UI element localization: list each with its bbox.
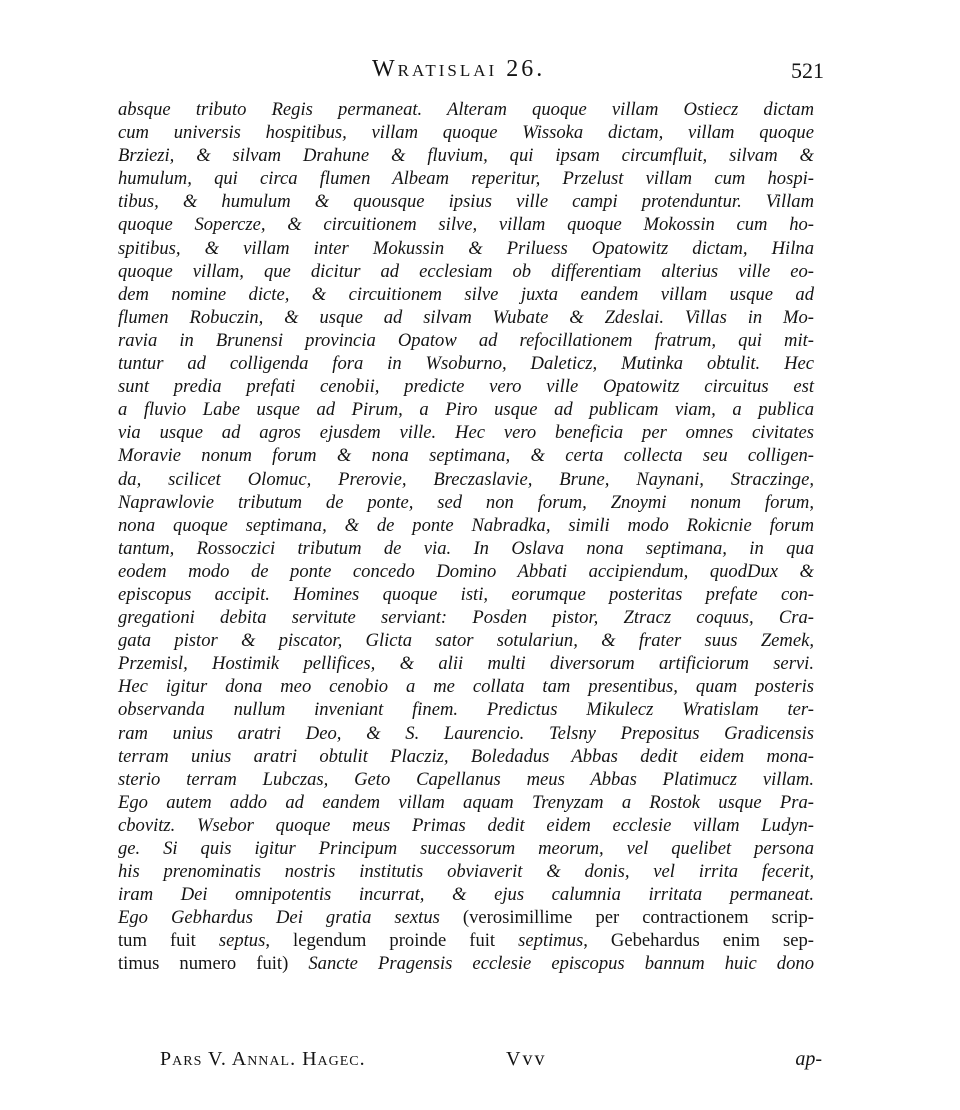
text-line: absque tributo Regis permaneat. Alteram quoque villam Ostiecz dictam: [118, 99, 814, 120]
text-line: his prenominatis nostris institutis obviaverit & donis, vel irrita fecerit,: [118, 861, 814, 883]
text-line: Naprawlovie tributum de ponte, sed non forum, Znoymi nonum forum,: [118, 491, 814, 513]
text-italic: Sancte Pragensis ecclesie episcopus bannum huic dono: [308, 953, 814, 975]
text-line: Hec igitur dona meo cenobio a me collata tam presentibus, quam posteris: [118, 676, 814, 698]
text-italic: septus: [218, 930, 266, 952]
text-line: tantum, Rossoczici tributum de via. In Oslava nona septimana, in qua: [118, 537, 814, 559]
text-line-mixed: [118, 952, 814, 975]
text-italic: septimus: [518, 930, 584, 952]
text-line: a fluvio Labe usque ad Pirum, a Piro usque ad publicam viam, a publica: [118, 399, 814, 421]
text-line: gregationi debita servitute serviant: Posden pistor, Ztracz coquus, Cra-: [118, 607, 814, 629]
text-line: ge. Si quis igitur Principum successorum meorum, vel quelibet persona: [118, 838, 814, 859]
text-line: flumen Robuczin, & usque ad silvam Wubate & Zdeslai. Villas in Mo-: [118, 306, 814, 328]
signature-line: Pars V. Annal. Hagec.: [160, 1048, 366, 1070]
text-line: spitibus, & villam inter Mokussin & Priluess Opatowitz dictam, Hilna: [118, 237, 814, 259]
text-line: gata pistor & piscator, Glicta sator sotulariun, & frater suus Zemek,: [118, 630, 814, 652]
page-number: 521: [791, 58, 824, 83]
text-line: sterio terram Lubczas, Geto Capellanus meus Abbas Platimucz villam.: [118, 768, 814, 790]
running-head: [0, 56, 960, 90]
text-line: da, scilicet Olomuc, Prerovie, Breczaslavie, Brune, Naynani, Straczinge,: [118, 468, 814, 490]
text-line: Moravie nonum forum & nona septimana, & certa collecta seu colligen-: [118, 445, 814, 467]
text-line-mixed: [118, 929, 814, 952]
text-roman: , legendum proinde fuit: [265, 930, 519, 952]
text-line: tuntur ad colligenda fora in Wsoburno, Daleticz, Mutinka obtulit. Hec: [118, 353, 814, 375]
text-line: observanda nullum inveniant finem. Predictus Mikulecz Wratislam ter-: [118, 699, 814, 721]
text-line: cbovitz. Wsebor quoque meus Primas dedit eidem ecclesie villam Ludyn-: [118, 814, 814, 836]
text-roman: (verosimillime per contractionem scrip-: [462, 907, 814, 929]
running-title: Wratislai 26.: [372, 56, 546, 82]
text-line: quoque Sopercze, & circuitionem silve, villam quoque Mokossin cum ho-: [118, 214, 814, 236]
text-line: nona quoque septimana, & de ponte Nabradka, simili modo Rokicnie forum: [118, 514, 814, 536]
text-line: cum universis hospitibus, villam quoque Wissoka dictam, villam quoque: [118, 122, 814, 144]
text-line: ravia in Brunensi provincia Opatow ad refocillationem fratrum, qui mit-: [118, 329, 814, 351]
catchword: ap-: [795, 1048, 822, 1070]
text-line-mixed: [118, 906, 814, 929]
gathering-mark: Vvv: [506, 1048, 547, 1070]
text-line: tibus, & humulum & quousque ipsius ville campi protenduntur. Villam: [118, 191, 814, 213]
text-line: via usque ad agros ejusdem ville. Hec vero beneficia per omnes civitates: [118, 422, 814, 444]
text-line: Brziezi, & silvam Drahune & fluvium, qui ipsam circumfluit, silvam &: [118, 145, 814, 167]
page-footer: [0, 1048, 960, 1078]
text-line: sunt predia prefati cenobii, predicte vero ville Opatowitz circuitus est: [118, 376, 814, 398]
text-line: Przemisl, Hostimik pellifices, & alii multi diversorum artificiorum servi.: [118, 653, 814, 675]
text-line: eodem modo de ponte concedo Domino Abbati accipiendum, quodDux &: [118, 560, 814, 582]
body-text: [118, 98, 814, 976]
text-line: dem nomine dicte, & circuitionem silve juxta eandem villam usque ad: [118, 283, 814, 305]
text-line: quoque villam, que dicitur ad ecclesiam ob differentiam alterius ville eo-: [118, 260, 814, 282]
text-line: episcopus accipit. Homines quoque isti, eorumque posteritas prefate con-: [118, 583, 814, 605]
text-roman: timus numero fuit): [118, 953, 309, 975]
text-italic: Ego Gebhardus Dei gratia sextus: [118, 907, 463, 929]
text-roman: tum fuit: [118, 930, 219, 952]
text-line: iram Dei omnipotentis incurrat, & ejus calumnia irritata permaneat.: [118, 884, 814, 906]
text-roman: , Gebehardus enim sep-: [583, 930, 814, 952]
text-line: ram unius aratri Deo, & S. Laurencio. Telsny Prepositus Gradicensis: [118, 722, 814, 744]
text-line: Ego autem addo ad eandem villam aquam Trenyzam a Rostok usque Pra-: [118, 791, 814, 813]
text-line: humulum, qui circa flumen Albeam reperitur, Przelust villam cum hospi-: [118, 168, 814, 190]
text-line: terram unius aratri obtulit Placziz, Boledadus Abbas dedit eidem mona-: [118, 745, 814, 767]
